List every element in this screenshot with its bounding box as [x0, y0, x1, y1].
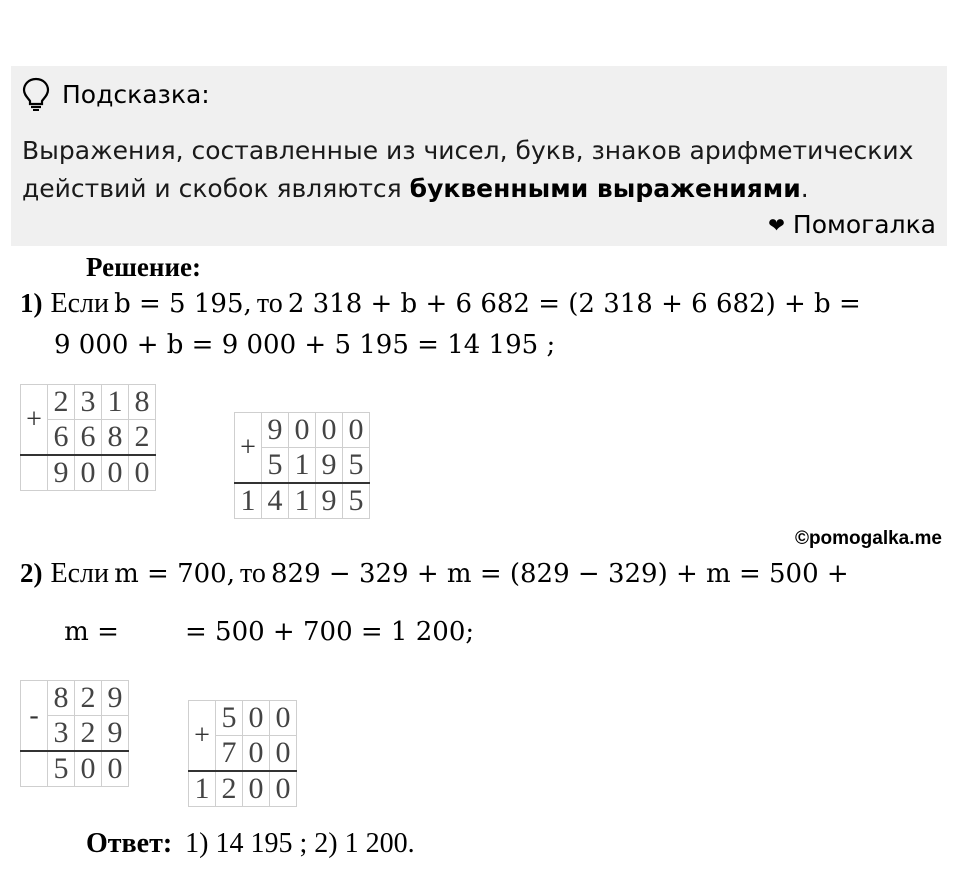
- part2-math2: 829 − 329 + m = (829 − 329) + m = 500 +: [271, 559, 849, 589]
- hint-text-bold: буквенными выражениями: [409, 174, 801, 203]
- part2-line1: [20, 558, 849, 590]
- digit: 1: [289, 483, 316, 519]
- digit: 2: [75, 716, 102, 752]
- part1-number: 1): [20, 288, 43, 318]
- part2-math1: m = 700,: [114, 559, 235, 589]
- column-table: [234, 412, 370, 519]
- digit: 0: [243, 701, 270, 736]
- digit: 0: [270, 736, 297, 772]
- digit: 0: [270, 701, 297, 736]
- part1-math1: b = 5 195,: [114, 289, 252, 319]
- brand-name: Помогалка: [792, 210, 936, 239]
- part1-end: ;: [538, 330, 556, 360]
- column-table: [188, 700, 297, 807]
- part1-word-then: то: [256, 288, 283, 319]
- solution-heading: Решение:: [86, 252, 201, 282]
- part2-word-if: Если: [50, 558, 109, 589]
- column-table: [20, 384, 156, 491]
- hint-title: Подсказка:: [62, 79, 210, 109]
- operator-sign: -: [21, 681, 48, 752]
- digit: 0: [316, 413, 343, 448]
- digit: 3: [48, 716, 75, 752]
- hint-text: [22, 132, 937, 208]
- digit: 2: [216, 771, 243, 807]
- digit: 2: [48, 385, 75, 420]
- digit: 2: [75, 681, 102, 716]
- digit: 9: [316, 483, 343, 519]
- answer-text: 1) 14 195 ; 2) 1 200.: [185, 828, 415, 859]
- digit: 5: [262, 448, 289, 484]
- digit: 9: [316, 448, 343, 484]
- digit: 0: [289, 413, 316, 448]
- digit: 8: [48, 681, 75, 716]
- answer-label: Ответ:: [86, 828, 173, 859]
- digit: 0: [243, 771, 270, 807]
- digit: 7: [216, 736, 243, 772]
- column-subtraction: [20, 680, 129, 787]
- part1-word-if: Если: [50, 288, 109, 319]
- brand-label: [768, 210, 936, 239]
- digit: 0: [129, 455, 156, 491]
- digit: 0: [75, 455, 102, 491]
- digit: 9: [48, 455, 75, 491]
- digit: 5: [343, 448, 370, 484]
- digit: 3: [75, 385, 102, 420]
- digit: 0: [102, 455, 129, 491]
- digit: 9: [102, 716, 129, 752]
- watermark: ©pomogalka.me: [794, 528, 942, 549]
- column-table: [20, 680, 129, 787]
- digit: 0: [343, 413, 370, 448]
- heart-icon: ❤: [768, 212, 785, 237]
- digit: 0: [102, 751, 129, 787]
- digit: 9: [262, 413, 289, 448]
- digit: 9: [102, 681, 129, 716]
- digit: 1: [289, 448, 316, 484]
- hint-header: [22, 76, 210, 112]
- digit: 4: [262, 483, 289, 519]
- part2-end: ;: [465, 617, 475, 647]
- part1-math2: 2 318 + b + 6 682 = (2 318 + 6 682) + b =: [287, 289, 861, 319]
- part2-number: 2): [20, 558, 43, 588]
- digit: 5: [216, 701, 243, 736]
- part2-math3: m = = 500 + 700 = 1 200: [64, 617, 466, 647]
- digit: 5: [48, 751, 75, 787]
- part1-math3: 9 000 + b = 9 000 + 5 195 = 14 195: [54, 330, 539, 360]
- digit: 0: [270, 771, 297, 807]
- digit: 0: [243, 736, 270, 772]
- part2-word-then: то: [240, 558, 266, 589]
- lightbulb-icon: [22, 77, 50, 111]
- digit: 6: [48, 420, 75, 456]
- digit: 6: [75, 420, 102, 456]
- column-addition-3: [188, 700, 297, 807]
- operator-sign: +: [21, 385, 48, 456]
- empty-cell: [21, 751, 48, 787]
- operator-sign: +: [235, 413, 262, 484]
- column-addition-2: [234, 412, 370, 519]
- digit: 2: [129, 420, 156, 456]
- operator-sign: +: [189, 701, 216, 772]
- digit: 8: [102, 420, 129, 456]
- answer-line: [86, 828, 415, 860]
- part2-line2: [54, 598, 474, 647]
- empty-cell: [21, 455, 48, 491]
- digit: 5: [343, 483, 370, 519]
- digit: 1: [189, 771, 216, 807]
- digit: 0: [75, 751, 102, 787]
- part1-line1: [20, 288, 861, 320]
- hint-text-main: Выражения, составленные из чисел, букв, знаков арифметических действий и скобок являются: [22, 136, 914, 203]
- digit: 1: [235, 483, 262, 519]
- column-addition-1: [20, 384, 156, 491]
- digit: 8: [129, 385, 156, 420]
- part1-line2: [54, 330, 555, 360]
- digit: 1: [102, 385, 129, 420]
- hint-text-end: .: [800, 174, 809, 203]
